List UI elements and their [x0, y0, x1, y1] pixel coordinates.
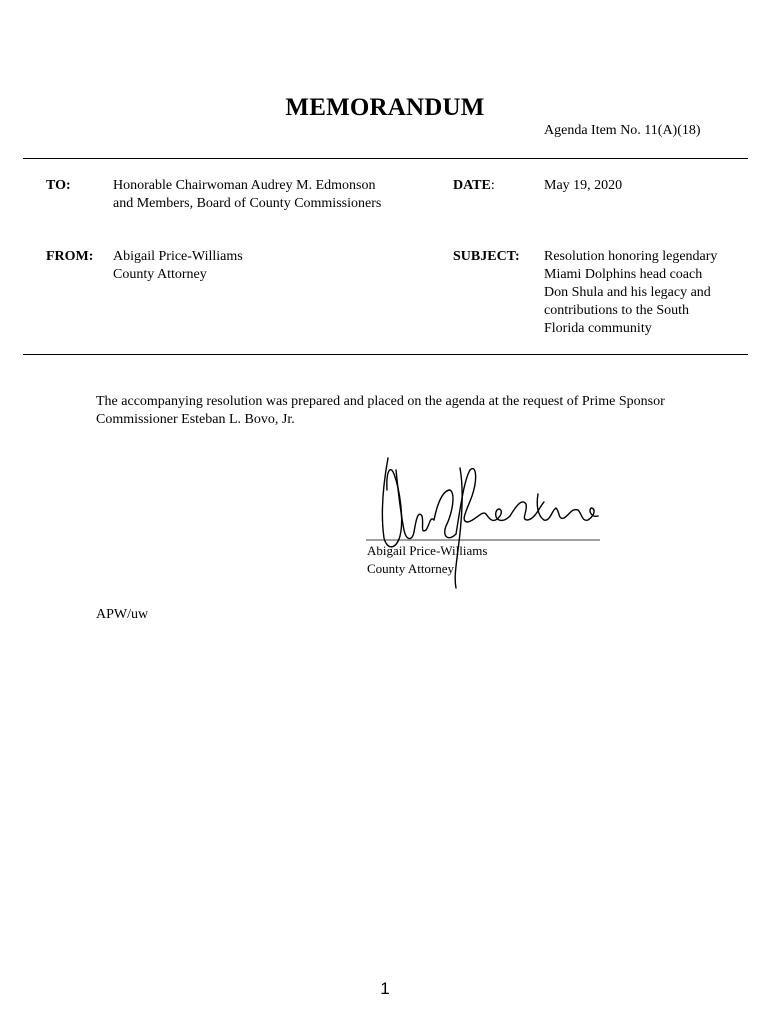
header-bottom-rule [23, 354, 748, 355]
subject-line: Florida community [544, 321, 652, 336]
author-initials: APW/uw [96, 607, 149, 622]
subject-label: SUBJECT: [453, 249, 520, 264]
subject-line: contributions to the South [544, 303, 690, 318]
to-line: Honorable Chairwoman Audrey M. Edmonson [113, 178, 376, 193]
from-line: County Attorney [113, 267, 207, 282]
body-line: Commissioner Esteban L. Bovo, Jr. [96, 412, 295, 427]
body-line: The accompanying resolution was prepared and placed on the agenda at the request of Prime Sponsor [96, 394, 665, 409]
signature-block [360, 450, 610, 595]
to-recipients [113, 177, 381, 213]
to-line: and Members, Board of County Commissioners [113, 196, 382, 211]
from-line: Abigail Price-Williams [113, 249, 243, 264]
memo-body [96, 393, 665, 429]
signature-printed [367, 542, 487, 578]
date-label-text: DATE [453, 178, 491, 193]
date-value: May 19, 2020 [544, 178, 623, 193]
signatory-name: Abigail Price-Williams [367, 543, 488, 558]
from-label: FROM: [46, 249, 94, 264]
page-number: 1 [380, 979, 390, 998]
subject-line: Don Shula and his legacy and [544, 285, 711, 300]
subject-line: Miami Dolphins head coach [544, 267, 703, 282]
signatory-title: County Attorney [367, 561, 455, 576]
date-label [453, 178, 495, 194]
to-label: TO: [46, 178, 71, 193]
subject-line: Resolution honoring legendary [544, 249, 718, 264]
date-label-colon: : [490, 178, 495, 193]
header-top-rule [23, 158, 748, 159]
from-sender [113, 248, 243, 284]
subject-value [544, 248, 717, 338]
agenda-item-number: Agenda Item No. 11(A)(18) [544, 123, 701, 138]
memo-title: MEMORANDUM [285, 94, 485, 121]
